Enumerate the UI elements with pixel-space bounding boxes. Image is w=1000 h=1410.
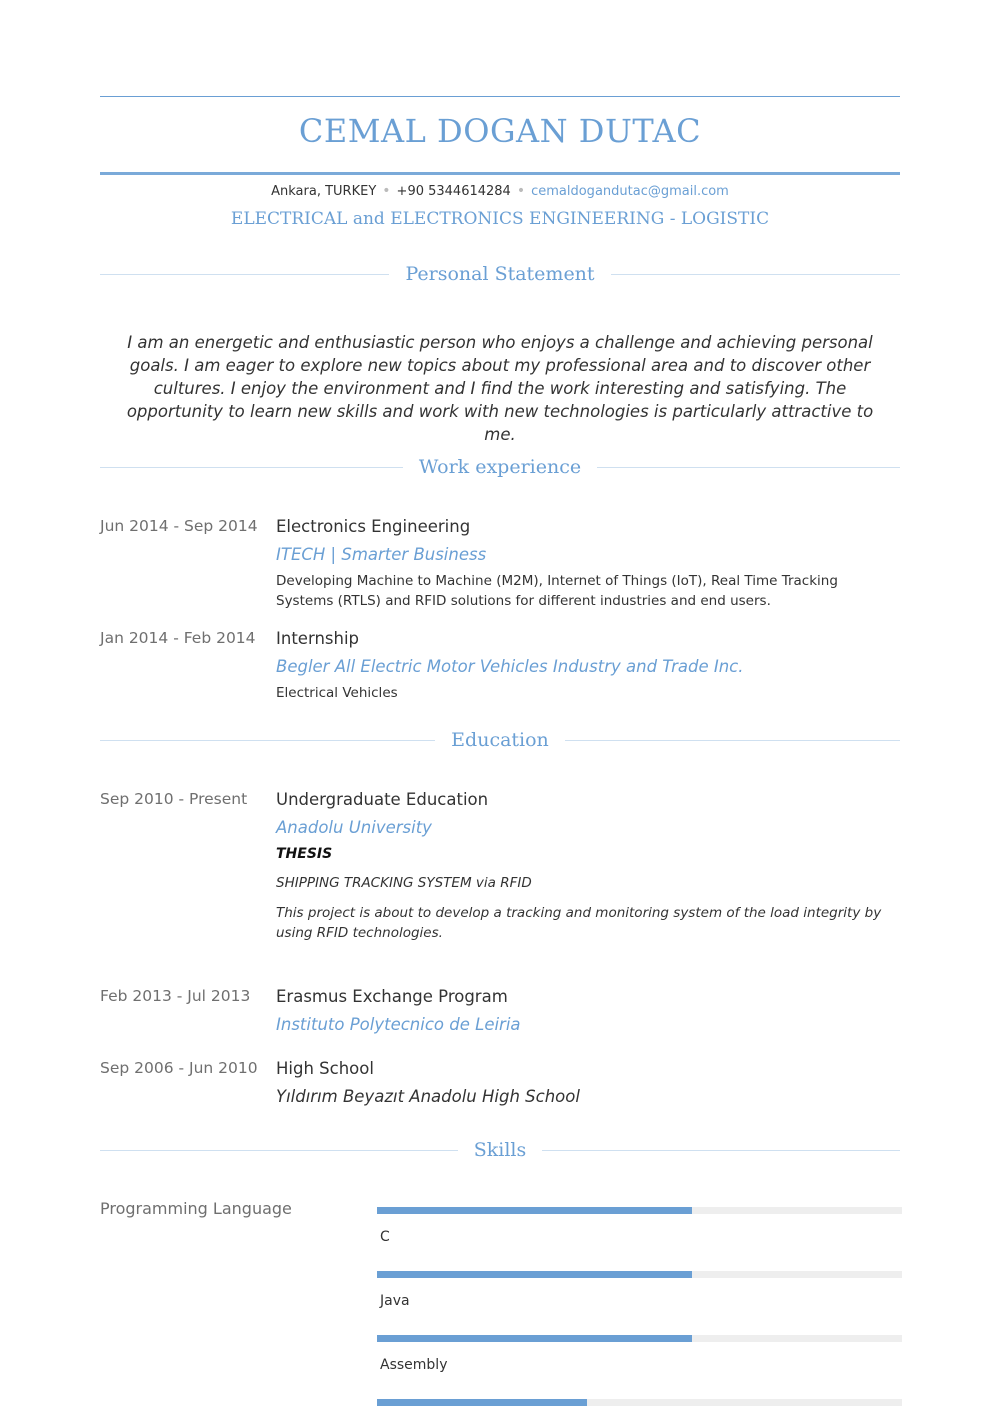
email-link[interactable]: cemaldogandutac@gmail.com [531, 184, 729, 199]
skill-item [377, 1335, 902, 1373]
section-work-experience [100, 452, 900, 482]
section-title: Skills [458, 1135, 543, 1165]
degree-title: Erasmus Exchange Program [276, 987, 508, 1006]
section-skills [100, 1135, 900, 1165]
degree-title: Undergraduate Education [276, 790, 489, 809]
skill-name: Assembly [380, 1357, 448, 1373]
skill-bar [377, 1399, 902, 1406]
name-underline [100, 172, 900, 175]
section-title: Work experience [403, 452, 597, 482]
company-name: Begler All Electric Motor Vehicles Industry and Trade Inc. [276, 657, 744, 676]
thesis-title: SHIPPING TRACKING SYSTEM via RFID [276, 875, 532, 891]
entry-dates: Jan 2014 - Feb 2014 [100, 629, 256, 647]
school-name: Anadolu University [276, 818, 432, 837]
section-education [100, 725, 900, 755]
skill-bar-fill [377, 1271, 692, 1278]
separator-dot-icon: • [382, 183, 391, 199]
separator-dot-icon: • [516, 183, 526, 199]
personal-statement: I am an energetic and enthusiastic person who enjoys a challenge and achieving personal goals. I am eager to explore new topics about my professional area and to discover other cultures. I enjoy the environment and I find the work interesting and satisfying. The opportunity to learn new skills and work with new technologies is particularly attractive to me. [126, 333, 874, 444]
entry-dates: Sep 2010 - Present [100, 790, 248, 808]
section-title: Education [435, 725, 565, 755]
section-personal-statement [100, 259, 900, 289]
skill-name: Java [380, 1293, 410, 1309]
contact-line [100, 183, 900, 199]
headline: ELECTRICAL and ELECTRONICS ENGINEERING - LOGISTIC [230, 209, 770, 229]
skill-bar-fill [377, 1207, 692, 1214]
job-title: Internship [276, 629, 360, 648]
thesis-description: This project is about to develop a tracking and monitoring system of the load integrity by using RFID technologies. [276, 905, 882, 941]
job-description: Electrical Vehicles [276, 685, 398, 701]
skill-bar [377, 1335, 902, 1342]
job-title: Electronics Engineering [276, 517, 471, 536]
job-description: Developing Machine to Machine (M2M), Internet of Things (IoT), Real Time Tracking Systems (RTLS) and RFID solutions for different industries and end users. [276, 573, 838, 609]
company-name: ITECH | Smarter Business [276, 545, 487, 564]
location: Ankara, TURKEY [271, 184, 377, 199]
entry-dates: Feb 2013 - Jul 2013 [100, 987, 251, 1005]
school-name: Instituto Polytecnico de Leiria [276, 1015, 521, 1034]
phone: +90 5344614284 [396, 184, 511, 199]
skill-item [377, 1271, 902, 1309]
school-name: Yıldırım Beyazıt Anadolu High School [276, 1087, 580, 1106]
skill-name: C [380, 1229, 390, 1245]
entry-dates: Jun 2014 - Sep 2014 [100, 517, 258, 535]
degree-title: High School [276, 1059, 374, 1078]
skill-bar-fill [377, 1399, 587, 1406]
entry-dates: Sep 2006 - Jun 2010 [100, 1059, 258, 1077]
section-title: Personal Statement [389, 259, 610, 289]
top-rule [100, 96, 900, 97]
candidate-name: CEMAL DOGAN DUTAC [298, 112, 702, 150]
skill-item [377, 1207, 902, 1245]
thesis-label: THESIS [276, 846, 333, 862]
skill-group-label: Programming Language [100, 1199, 292, 1218]
skill-bar [377, 1207, 902, 1214]
skill-bar [377, 1271, 902, 1278]
skill-bar-fill [377, 1335, 692, 1342]
skill-item [377, 1399, 902, 1406]
